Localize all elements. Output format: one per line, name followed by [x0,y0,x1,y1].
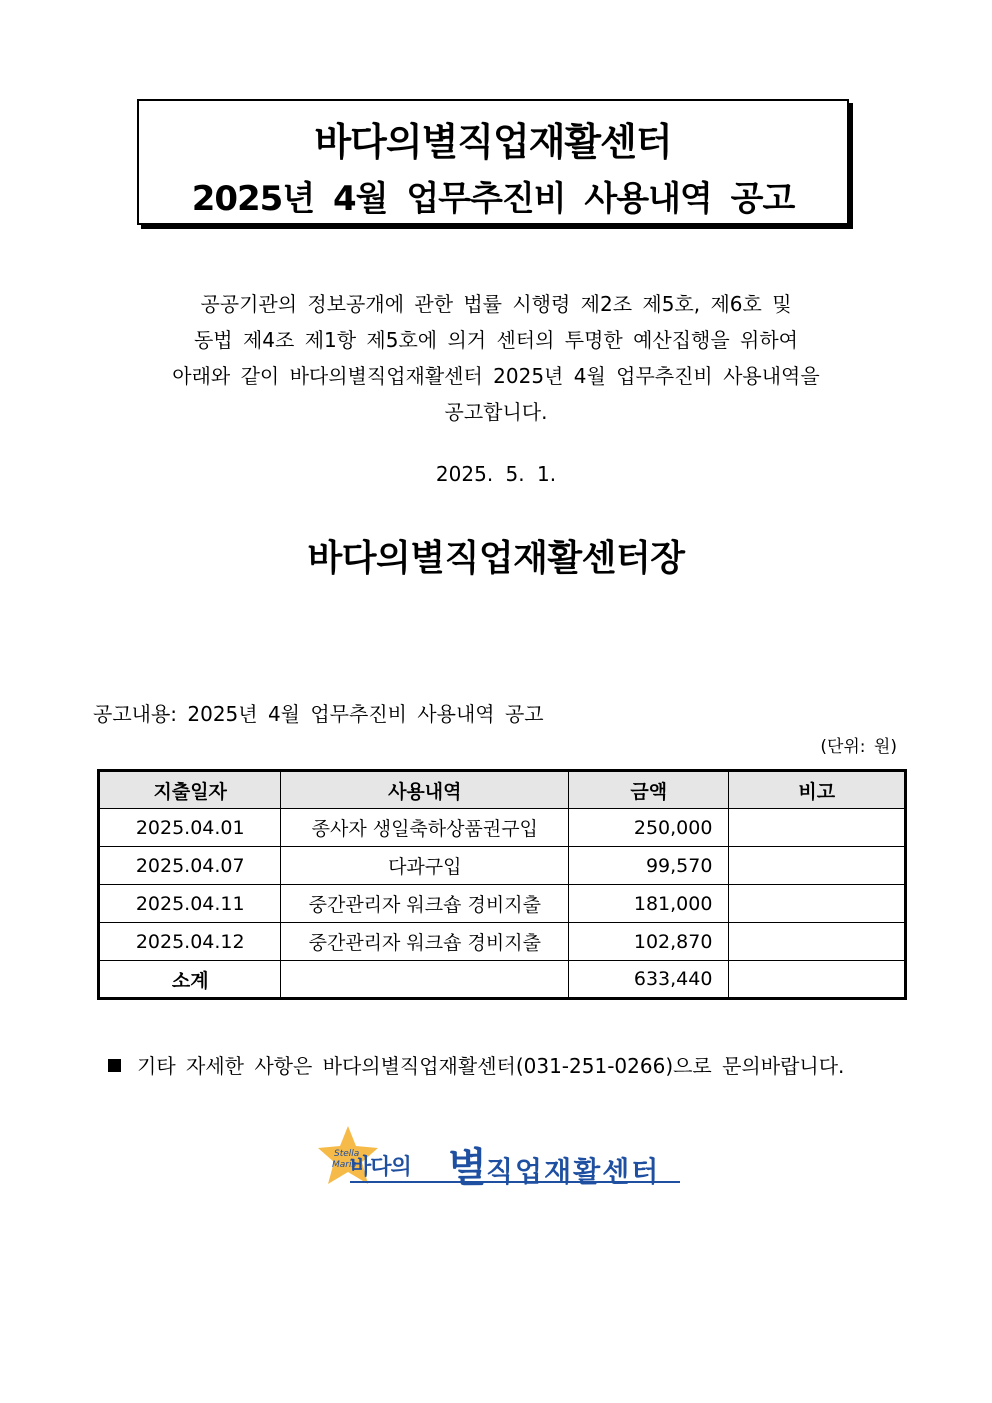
logo-star-text-2: Maris [332,1160,357,1170]
cell-date: 2025.04.07 [99,847,281,885]
body-line: 공고합니다. [444,400,548,424]
table-row [99,885,906,923]
table-row [99,809,906,847]
cell-amount: 250,000 [569,809,729,847]
body-line: 동법 제4조 제1항 제5호에 의거 센터의 투명한 예산집행을 위하여 [193,328,799,352]
cell-note [729,809,906,847]
header-description: 사용내역 [281,771,569,809]
cell-description: 다과구입 [281,847,569,885]
logo-text-small: 바다의 [350,1155,411,1180]
table-row [99,847,906,885]
title-notice: 2025년 4월 업무추진비 사용내역 공고 [191,179,795,219]
subtotal-description [281,961,569,999]
header-note: 비고 [729,771,906,809]
title-box [137,99,849,225]
expense-table [97,769,907,1000]
unit-label: (단위: 원) [820,737,897,757]
header-amount: 금액 [569,771,729,809]
cell-date: 2025.04.01 [99,809,281,847]
subtotal-row [99,961,906,999]
cell-amount: 181,000 [569,885,729,923]
body-line: 공공기관의 정보공개에 관한 법률 시행령 제2조 제5호, 제6호 및 [200,292,792,316]
square-bullet-icon [108,1059,121,1072]
cell-description: 종사자 생일축하상품권구입 [281,809,569,847]
logo-text-big: 별 [448,1145,485,1191]
cell-note [729,885,906,923]
cell-note [729,847,906,885]
table-header-row [99,771,906,809]
table-row [99,923,906,961]
cell-description: 중간관리자 워크숍 경비지출 [281,923,569,961]
logo-star-text-1: Stella [334,1149,360,1159]
subtotal-note [729,961,906,999]
notice-date: 2025. 5. 1. [435,462,557,486]
body-paragraph [120,286,872,430]
contact-note [108,1050,844,1079]
center-logo [310,1120,690,1200]
cell-amount: 102,870 [569,923,729,961]
cell-note [729,923,906,961]
subtotal-label: 소계 [99,961,281,999]
cell-description: 중간관리자 워크숍 경비지출 [281,885,569,923]
notice-content-label: 공고내용: 2025년 4월 업무추진비 사용내역 공고 [93,702,544,726]
cell-date: 2025.04.11 [99,885,281,923]
cell-date: 2025.04.12 [99,923,281,961]
contact-note-text: 기타 자세한 사항은 바다의별직업재활센터(031-251-0266)으로 문의바랍니다. [137,1054,845,1078]
body-line: 아래와 같이 바다의별직업재활센터 2025년 4월 업무추진비 사용내역을 [172,364,820,388]
title-organization: 바다의별직업재활센터 [314,120,672,164]
subtotal-amount: 633,440 [569,961,729,999]
cell-amount: 99,570 [569,847,729,885]
header-date: 지출일자 [99,771,281,809]
logo-text-rest: 직업재활센터 [486,1155,661,1188]
signer: 바다의별직업재활센터장 [307,538,685,579]
